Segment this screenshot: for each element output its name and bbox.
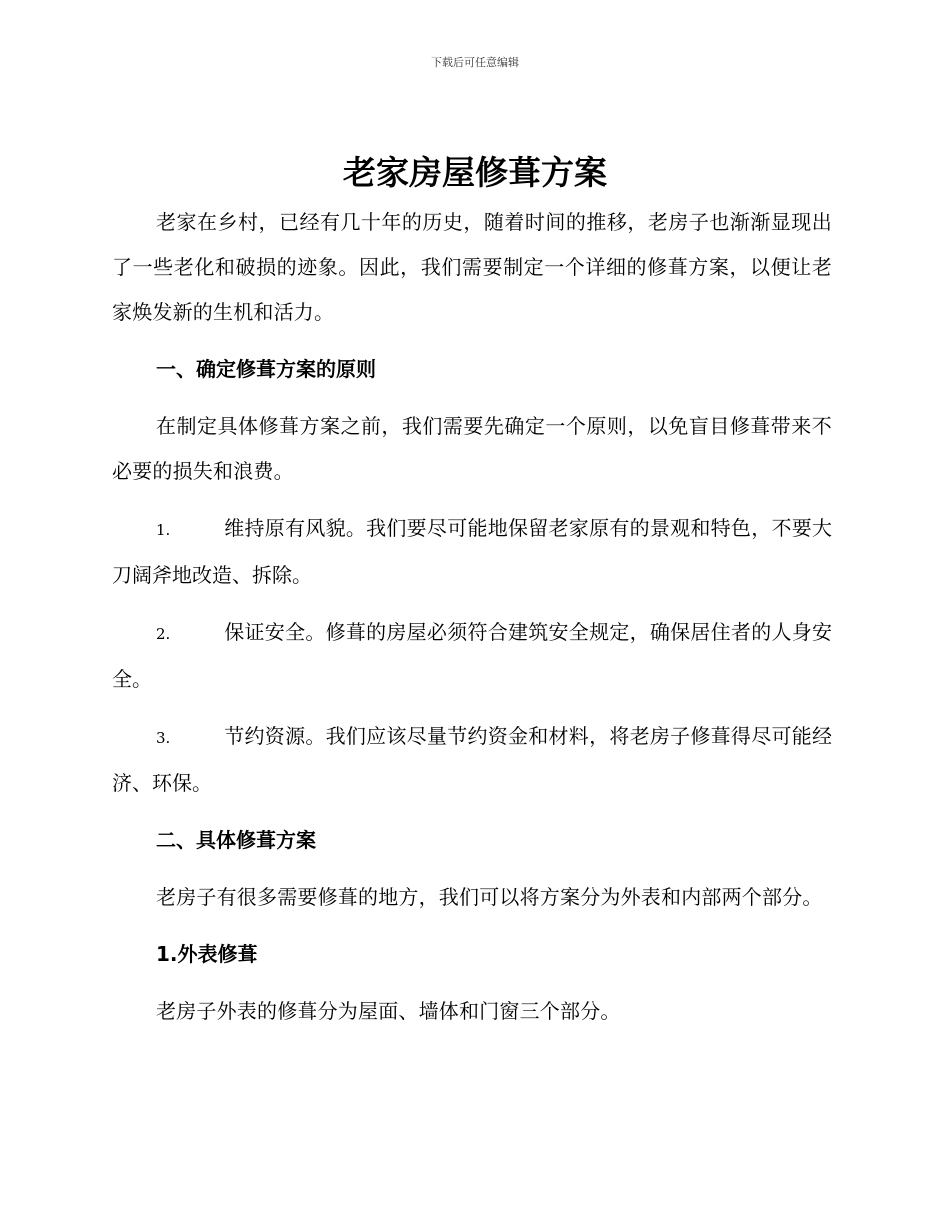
list-item-text: 维持原有风貌。我们要尽可能地保留老家原有的景观和特色，不要大刀阔斧地改造、拆除。 [112, 516, 832, 587]
list-item-number: 2. [156, 625, 171, 643]
section-heading-plan: 二、具体修葺方案 [156, 828, 316, 852]
list-item-number: 1. [156, 521, 171, 539]
list-item [112, 506, 832, 598]
list-item-number: 3. [156, 729, 171, 747]
exterior-paragraph: 老房子外表的修葺分为屋面、墙体和门窗三个部分。 [156, 999, 621, 1023]
list-item-text: 节约资源。我们应该尽量节约资金和材料，将老房子修葺得尽可能经济、环保。 [112, 724, 832, 795]
section-heading-principles: 一、确定修葺方案的原则 [156, 357, 376, 381]
list-item [112, 610, 832, 702]
list-item-text: 保证安全。修葺的房屋必须符合建筑安全规定，确保居住者的人身安全。 [112, 620, 832, 691]
subsection-heading-exterior: 1.外表修葺 [156, 942, 258, 966]
document-body [112, 200, 832, 1034]
list-item [112, 714, 832, 806]
page-header-note: 下载后可任意编辑 [431, 56, 519, 69]
document-title: 老家房屋修葺方案 [343, 153, 607, 192]
plan-intro-paragraph: 老房子有很多需要修葺的地方，我们可以将方案分为外表和内部两个部分。 [156, 885, 823, 909]
principles-intro-paragraph: 在制定具体修葺方案之前，我们需要先确定一个原则，以免盲目修葺带来不必要的损失和浪费。 [112, 414, 832, 483]
intro-paragraph: 老家在乡村，已经有几十年的历史，随着时间的推移，老房子也渐渐显现出了一些老化和破损的迹象。因此，我们需要制定一个详细的修葺方案，以便让老家焕发新的生机和活力。 [112, 210, 832, 324]
